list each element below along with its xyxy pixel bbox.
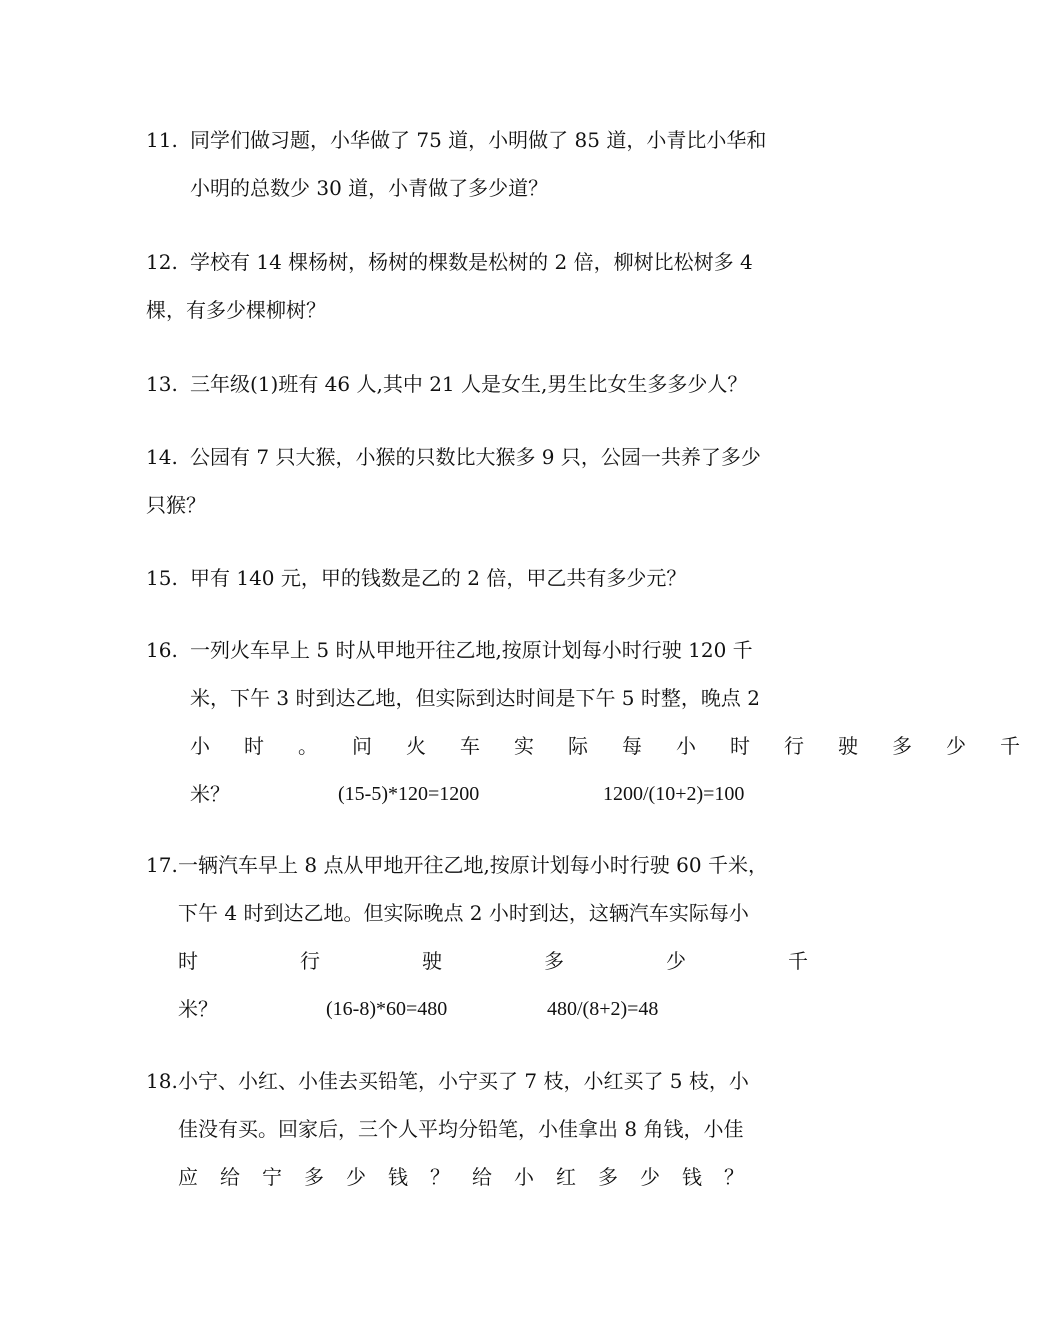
problem-number-11: 11. (146, 128, 178, 152)
problem-17-line-1: 一辆汽车早上 8 点从甲地开往乙地,按原计划每小时行驶 60 千米， (178, 853, 768, 877)
problem-number-18: 18. (146, 1069, 178, 1093)
problem-18-line-2: 佳没有买。回家后，三个人平均分铅笔，小佳拿出 8 角钱，小佳 (178, 1117, 744, 1141)
problem-13-line-1: 三年级(1)班有 46 人,其中 21 人是女生,男生比女生多多少人？ (190, 372, 748, 396)
problem-15-line-1: 甲有 140 元，甲的钱数是乙的 2 倍，甲乙共有多少元？ (190, 566, 687, 590)
problem-12-line-1: 学校有 14 棵杨树，杨树的棵数是松树的 2 倍，柳树比松树多 4 (190, 250, 753, 274)
problem-17-line-3 (178, 949, 910, 973)
problem-17-line-4: 米？ (178, 997, 218, 1021)
problem-12-line-2: 棵，有多少棵柳树？ (146, 298, 326, 322)
problem-14-line-1: 公园有 7 只大猴，小猴的只数比大猴多 9 只，公园一共养了多少 (190, 445, 761, 469)
problem-18-line-3-text: 应给宁多少钱？给小红多少钱？ (178, 1165, 766, 1189)
problem-17-line-2: 下午 4 时到达乙地。但实际晚点 2 小时到达，这辆汽车实际每小 (178, 901, 749, 925)
problem-11-line-2: 小明的总数少 30 道，小青做了多少道？ (190, 176, 549, 200)
problem-17-formula-1: (16-8)*60=480 (326, 998, 448, 1020)
problem-16-line-2: 米，下午 3 时到达乙地，但实际到达时间是下午 5 时整，晚点 2 (190, 686, 760, 710)
problem-16-line-1: 一列火车早上 5 时从甲地开往乙地,按原计划每小时行驶 120 千 (190, 638, 753, 662)
problem-16-formula-1: (15-5)*120=1200 (338, 783, 480, 805)
problem-17-line-3-text: 时行驶多少千 (178, 949, 910, 973)
problem-18-line-1: 小宁、小红、小佳去买铅笔，小宁买了 7 枝，小红买了 5 枝，小 (178, 1069, 749, 1093)
problem-17-formula-2: 480/(8+2)=48 (547, 998, 659, 1020)
problem-number-15: 15. (146, 566, 178, 590)
problem-number-14: 14. (146, 445, 178, 469)
problem-11-line-1: 同学们做习题，小华做了 75 道，小明做了 85 道，小青比小华和 (190, 128, 767, 152)
problem-14-line-2: 只猴？ (146, 493, 206, 517)
problem-18-line-3 (178, 1165, 806, 1189)
problem-16-line-4: 米？ (190, 782, 230, 806)
problem-16-line-3 (190, 734, 1054, 758)
problem-number-16: 16. (146, 638, 178, 662)
problem-16-formula-2: 1200/(10+2)=100 (603, 783, 745, 805)
problem-16-line-3-text: 小时。问火车实际每小时行驶多少千 (190, 734, 1054, 758)
problem-number-13: 13. (146, 372, 178, 396)
problem-number-12: 12. (146, 250, 178, 274)
problem-number-17: 17. (146, 853, 178, 877)
